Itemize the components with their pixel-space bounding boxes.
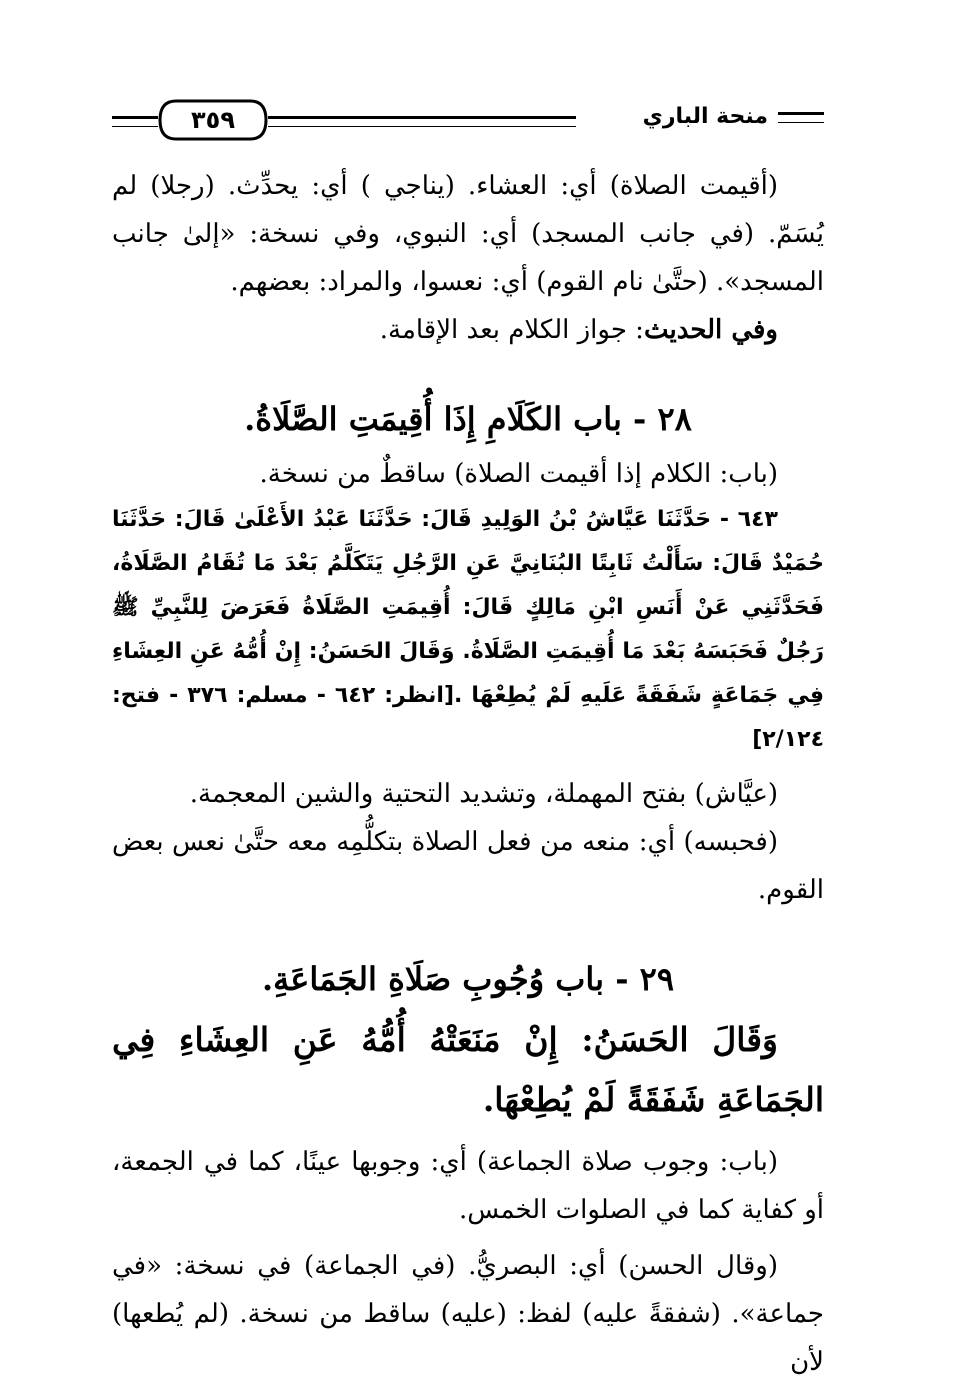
spacer: [112, 1234, 824, 1242]
header-rule-right: [778, 112, 824, 115]
spacer: [112, 354, 824, 388]
spacer: [112, 914, 824, 948]
header-rule-right-thin: [778, 122, 824, 123]
paragraph-rest: : جواز الكلام بعد الإقامة.: [379, 315, 644, 345]
paragraph-commentary-2: [112, 306, 824, 354]
paragraph-commentary-6: (وقال الحسن) أي: البصريُّ. (في الجماعة) في نسخة: «في جماعة». (شفقةً عليه) لفظ: (عليه) ساقط من نسخة. (لم يُطعها) لأن: [112, 1251, 824, 1377]
paragraph-chapter-note: (باب: الكلام إذا أقيمت الصلاة) ساقطٌ من نسخة.: [259, 459, 778, 489]
chapter-heading-28: ٢٨ - باب الكَلَامِ إِذَا أُقِيمَتِ الصَّلَاةُ.: [244, 400, 692, 438]
header-rule-left: [112, 116, 158, 119]
quote-hasan: وَقَالَ الحَسَنُ: إِنْ مَنَعَتْهُ أُمُّهُ عَنِ العِشَاءِ فِي الجَمَاعَةِ شَفَقَةً لَمْ يُطِعْهَا.: [112, 1020, 824, 1119]
book-title: منحة الباري: [642, 104, 768, 129]
header-rule-middle: [268, 116, 576, 119]
page-body: [112, 162, 824, 1386]
paragraph-commentary-4: (فحبسه) أي: منعه من فعل الصلاة بتكلُّمِه معه حتَّىٰ نعس بعض القوم.: [112, 827, 824, 905]
page-number-badge: [158, 98, 268, 142]
chapter-heading-29: ٢٩ - باب وُجُوبِ صَلَاةِ الجَمَاعَةِ.: [262, 960, 674, 998]
page-number: ٣٥٩: [191, 106, 235, 134]
header-rule-middle-thin: [268, 126, 576, 127]
spacer: [112, 1130, 824, 1138]
paragraph-commentary-5: (باب: وجوب صلاة الجماعة) أي: وجوبها عينًا، كما في الجمعة، أو كفاية كما في الصلوات الخمس.: [112, 1147, 824, 1225]
spacer: [112, 762, 824, 770]
paragraph-commentary-3: (عيَّاش) بفتح المهملة، وتشديد التحتية والشين المعجمة.: [189, 779, 778, 809]
paragraph-commentary-1: (أقيمت الصلاة) أي: العشاء. (يناجي ) أي: يحدِّث. (رجلا) لم يُسَمّ. (في جانب المسجد) أي: النبوي، وفي نسخة: «إلىٰ جانب المسجد». (حتَّىٰ نام القوم) أي: نعسوا، والمراد: بعضهم.: [112, 171, 824, 297]
page-header: [112, 92, 824, 158]
header-rule-left-thin: [112, 126, 158, 127]
hadith-643: ٦٤٣ - حَدَّثَنَا عَيَّاشُ بْنُ الوَلِيدِ قَالَ: حَدَّثَنَا عَبْدُ الأَعْلَىٰ قَالَ: حَدَّثَنَا حُمَيْدٌ قَالَ: سَأَلْتُ ثَابِتًا البُنَانِيَّ عَنِ الرَّجُلِ يَتَكَلَّمُ بَعْدَ مَا تُقَامُ الصَّلَاةُ، فَحَدَّثَنِي عَنْ أَنَسِ ابْنِ مَالِكٍ قَالَ: أُقِيمَتِ الصَّلَاةُ فَعَرَضَ لِلنَّبِيِّ ﷺ رَجُلٌ فَحَبَسَهُ بَعْدَ مَا أُقِيمَتِ الصَّلَاةُ. وَقَالَ الحَسَنُ: إِنْ أُمُّهُ عَنِ العِشَاءِ فِي جَمَاعَةٍ شَفَقَةً عَلَيهِ لَمْ يُطِعْهَا .[انظر: ٦٤٢ - مسلم: ٣٧٦ - فتح: ٢/١٢٤]: [112, 507, 824, 752]
paragraph-lead-keyword: وفي الحديث: [643, 315, 778, 345]
